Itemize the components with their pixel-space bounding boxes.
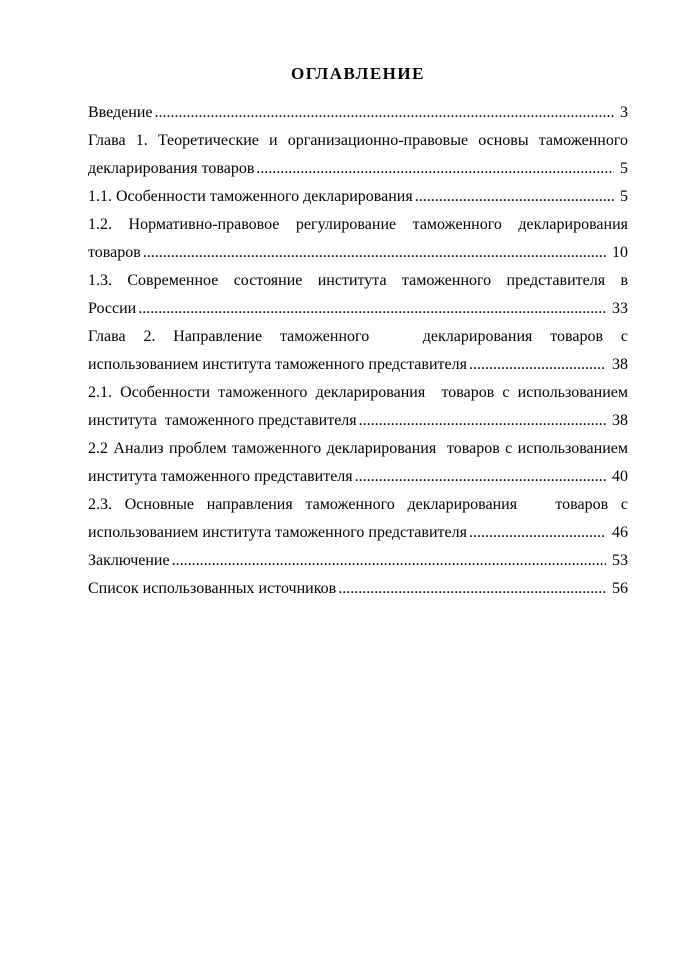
toc-entry-last-line xyxy=(88,239,628,267)
toc-page-number: 3 xyxy=(620,104,628,121)
toc-page-number: 33 xyxy=(612,300,628,317)
toc-entry-chapter1[interactable] xyxy=(88,127,628,183)
toc-page-number: 53 xyxy=(612,552,628,569)
toc-entry-text: декларирования товаров xyxy=(88,160,255,177)
toc-entry-last-line xyxy=(88,351,628,379)
toc-entry-text: Введение xyxy=(88,104,153,121)
toc-entry-text-line: 2.2 Анализ проблем таможенного декларирования товаров с использованием xyxy=(88,440,628,457)
toc-entry-last-line xyxy=(88,547,628,575)
toc-entry-text: Список использованных источников xyxy=(88,580,337,597)
dot-leader xyxy=(172,547,606,575)
toc-entry-text-line: 1.2. Нормативно-правовое регулирование таможенного декларирования xyxy=(88,216,628,233)
dot-leader xyxy=(469,519,606,547)
toc-entry-last-line xyxy=(88,99,628,127)
toc-entry-text: России xyxy=(88,300,137,317)
toc-entry-1-2[interactable] xyxy=(88,211,628,267)
dot-leader xyxy=(355,463,606,491)
toc-entry-text-line: Глава 1. Теоретические и организационно-правовые основы таможенного xyxy=(88,132,628,149)
toc-entry-introduction[interactable] xyxy=(88,99,628,127)
toc-entry-last-line xyxy=(88,155,628,183)
toc-entry-last-line xyxy=(88,183,628,211)
toc-entry-1-1[interactable] xyxy=(88,183,628,211)
toc-entry-last-line xyxy=(88,407,628,435)
toc-entry-references[interactable] xyxy=(88,575,628,603)
toc-page-number: 38 xyxy=(612,356,628,373)
toc-entry-2-1[interactable] xyxy=(88,379,628,435)
dot-leader xyxy=(256,155,614,183)
toc-page-number: 5 xyxy=(620,160,628,177)
toc-page-number: 40 xyxy=(612,468,628,485)
toc-page-number: 38 xyxy=(612,412,628,429)
toc-entry-last-line xyxy=(88,463,628,491)
dot-leader xyxy=(469,351,606,379)
dot-leader xyxy=(338,575,606,603)
toc-entry-text: института таможенного представителя xyxy=(88,468,353,485)
toc-entry-text-line: Глава 2. Направление таможенного декларирования товаров с xyxy=(88,328,628,345)
toc-page-number: 10 xyxy=(612,244,628,261)
toc-entry-2-3[interactable] xyxy=(88,491,628,547)
toc-entry-chapter2[interactable] xyxy=(88,323,628,379)
toc-entry-text: использованием института таможенного представителя xyxy=(88,356,467,373)
toc-entry-text: 1.1. Особенности таможенного декларирования xyxy=(88,188,413,205)
dot-leader xyxy=(143,239,606,267)
toc-entry-last-line xyxy=(88,519,628,547)
toc-entry-conclusion[interactable] xyxy=(88,547,628,575)
toc-page-number: 46 xyxy=(612,524,628,541)
table-of-contents xyxy=(88,99,628,603)
toc-entry-last-line xyxy=(88,575,628,603)
toc-entry-2-2[interactable] xyxy=(88,435,628,491)
toc-entry-text-line: 2.3. Основные направления таможенного декларирования товаров с xyxy=(88,496,628,513)
dot-leader xyxy=(415,183,614,211)
toc-entry-text-line: 2.1. Особенности таможенного декларирования товаров с использованием xyxy=(88,384,628,401)
dot-leader xyxy=(138,295,606,323)
dot-leader xyxy=(359,407,606,435)
toc-page-number: 56 xyxy=(612,580,628,597)
toc-entry-text-line: 1.3. Современное состояние института таможенного представителя в xyxy=(88,272,628,289)
toc-page-number: 5 xyxy=(620,188,628,205)
toc-entry-1-3[interactable] xyxy=(88,267,628,323)
toc-entry-text: товаров xyxy=(88,244,141,261)
dot-leader xyxy=(155,99,615,127)
toc-entry-last-line xyxy=(88,295,628,323)
toc-entry-text: Заключение xyxy=(88,552,170,569)
page-title: ОГЛАВЛЕНИЕ xyxy=(291,64,425,83)
toc-entry-text: использованием института таможенного представителя xyxy=(88,524,467,541)
toc-entry-text: института таможенного представителя xyxy=(88,412,357,429)
